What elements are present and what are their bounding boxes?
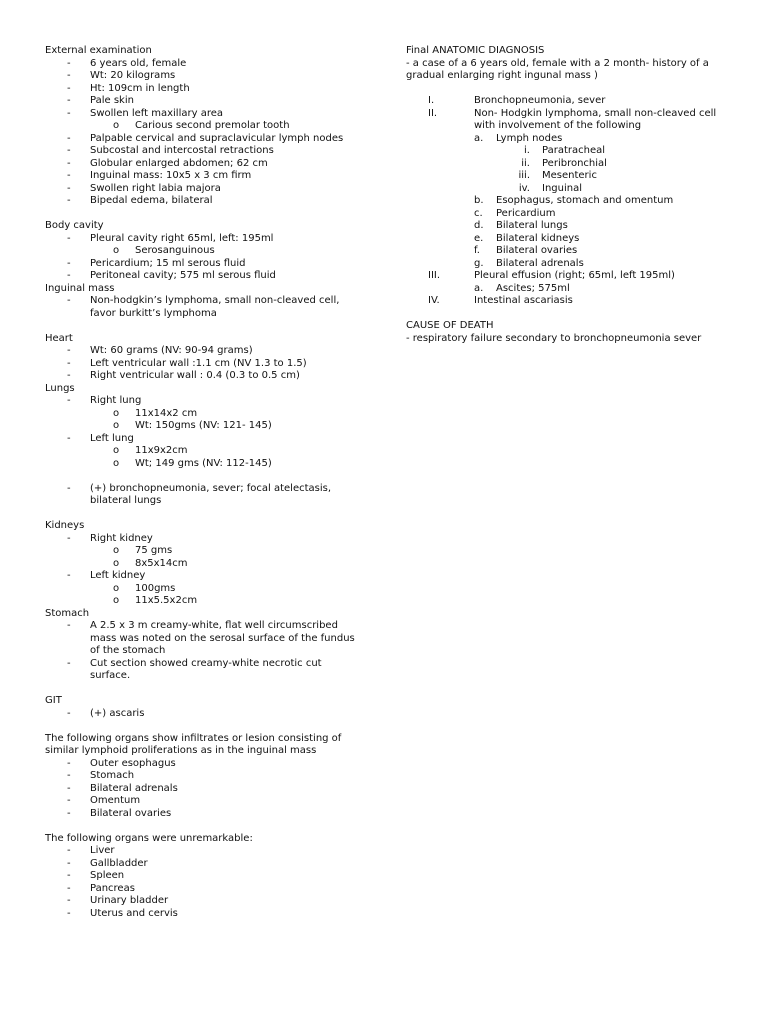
sub-list-item: o 11x14x2 cm [113, 407, 198, 419]
cause-text: - respiratory failure secondary to bronchopneumonia sever [406, 332, 702, 344]
list-item: - Swollen left maxillary area [67, 107, 224, 119]
diagnosis-item-continuation: with involvement of the following [474, 120, 642, 131]
diagnosis-heading: Final ANATOMIC DIAGNOSIS [406, 45, 545, 56]
sub-list-item: o 8x5x14cm [113, 557, 188, 569]
list-item: - 6 years old, female [67, 57, 187, 69]
kidneys-heading: Kidneys [45, 520, 85, 531]
list-item: - Bilateral adrenals [67, 782, 178, 794]
list-item: - Cut section showed creamy-white necrotic cut [67, 657, 322, 669]
list-item: - Stomach [67, 770, 135, 781]
list-item: - Spleen [67, 870, 125, 881]
list-item: - Right kidney [67, 532, 153, 544]
diagnosis-intro: - a case of a 6 years old, female with a 2 month- history of a [406, 57, 709, 69]
list-item: - Non-hodgkin’s lymphoma, small non-cleaved cell, [67, 295, 340, 306]
list-item: - Gallbladder [67, 857, 148, 869]
diagnosis-subsubitem: iv. Inguinal [518, 182, 582, 194]
list-item: - Liver [67, 845, 115, 856]
list-item: - Right lung [67, 395, 142, 406]
infiltrates-heading-continuation: similar lymphoid proliferations as in the inguinal mass [45, 745, 317, 756]
body-cavity-heading: Body cavity [45, 220, 104, 231]
list-item: - Swollen right labia majora [67, 182, 221, 194]
unremarkable-heading: The following organs were unremarkable: [45, 832, 253, 844]
list-item-continuation: bilateral lungs [90, 495, 162, 506]
left-column [45, 45, 375, 920]
sub-list-item: o 11x9x2cm [113, 445, 188, 456]
list-item: - Inguinal mass: 10x5 x 3 cm firm [67, 170, 252, 181]
sub-list-item: o 11x5.5x2cm [113, 595, 198, 606]
diagnosis-subitem: b. Esophagus, stomach and omentum [474, 195, 674, 206]
diagnosis-subitem: a. Lymph nodes [474, 132, 563, 144]
list-item: - Ht: 109cm in length [67, 82, 190, 94]
list-item-continuation: of the stomach [90, 645, 166, 656]
list-item: - A 2.5 x 3 m creamy-white, flat well circumscribed [67, 620, 338, 631]
diagnosis-subitem: f. Bilateral ovaries [474, 245, 578, 256]
right-column [406, 45, 736, 345]
diagnosis-item: I. Bronchopneumonia, sever [428, 95, 606, 106]
external-heading: External examination [45, 45, 152, 56]
list-item: - (+) bronchopneumonia, sever; focal atelectasis, [67, 482, 332, 494]
sub-list-item: o Wt; 149 gms (NV: 112-145) [113, 457, 272, 469]
diagnosis-subsubitem: ii. Peribronchial [521, 157, 607, 169]
list-item: - Palpable cervical and supraclavicular lymph nodes [67, 132, 344, 144]
list-item: - Omentum [67, 795, 141, 806]
list-item: - Urinary bladder [67, 895, 169, 906]
list-item: - Pericardium; 15 ml serous fluid [67, 257, 246, 269]
list-item: - Left ventricular wall :1.1 cm (NV 1.3 to 1.5) [67, 357, 307, 369]
list-item: - Bipedal edema, bilateral [67, 195, 213, 206]
git-heading: GIT [45, 695, 62, 706]
sub-list-item: o Carious second premolar tooth [113, 120, 290, 131]
list-item: - Outer esophagus [67, 757, 176, 769]
cause-heading: CAUSE OF DEATH [406, 320, 494, 331]
sub-list-item: o 100gms [113, 582, 176, 594]
list-item: - Globular enlarged abdomen; 62 cm [67, 157, 268, 169]
list-item: - Pancreas [67, 882, 135, 894]
list-item-continuation: favor burkitt’s lymphoma [90, 307, 217, 319]
stomach-heading: Stomach [45, 607, 90, 619]
list-item-continuation: mass was noted on the serosal surface of the fundus [90, 632, 355, 644]
list-item: - Bilateral ovaries [67, 807, 172, 819]
list-item: - Wt: 60 grams (NV: 90-94 grams) [67, 345, 253, 356]
diagnosis-subitem: a. Ascites; 575ml [474, 282, 570, 294]
list-item: - Peritoneal cavity; 575 ml serous fluid [67, 270, 276, 281]
heart-heading: Heart [45, 332, 73, 344]
diagnosis-subitem: d. Bilateral lungs [474, 220, 568, 231]
list-item: - Left kidney [67, 570, 146, 581]
list-item: - Wt: 20 kilograms [67, 70, 176, 81]
diagnosis-item: IV. Intestinal ascariasis [428, 295, 573, 306]
sub-list-item: o Serosanguinous [113, 245, 215, 256]
list-item: - Left lung [67, 432, 134, 444]
inguinal-heading: Inguinal mass [45, 282, 115, 294]
sub-list-item: o Wt: 150gms (NV: 121- 145) [113, 420, 272, 431]
diagnosis-item: II. Non- Hodgkin lymphoma, small non-cleaved cell [428, 107, 717, 119]
lungs-heading: Lungs [45, 382, 75, 394]
diagnosis-subitem: c. Pericardium [474, 207, 556, 219]
list-item: - Subcostal and intercostal retractions [67, 145, 274, 156]
sub-list-item: o 75 gms [113, 545, 173, 556]
infiltrates-heading: The following organs show infiltrates or lesion consisting of [45, 732, 342, 744]
diagnosis-subsubitem: i. Paratracheal [524, 145, 606, 156]
list-item: - (+) ascaris [67, 707, 145, 719]
diagnosis-intro-continuation: gradual enlarging right ingunal mass ) [406, 70, 598, 81]
list-item: - Pleural cavity right 65ml, left: 195ml [67, 232, 274, 244]
diagnosis-item: III. Pleural effusion (right; 65ml, left 195ml) [428, 270, 675, 281]
list-item: - Pale skin [67, 95, 134, 106]
diagnosis-subsubitem: iii. Mesenteric [518, 170, 597, 181]
list-item: - Right ventricular wall : 0.4 (0.3 to 0.5 cm) [67, 370, 300, 381]
list-item-continuation: surface. [90, 670, 131, 681]
diagnosis-subitem: g. Bilateral adrenals [474, 257, 584, 269]
list-item: - Uterus and cervis [67, 907, 178, 919]
diagnosis-subitem: e. Bilateral kidneys [474, 232, 580, 244]
